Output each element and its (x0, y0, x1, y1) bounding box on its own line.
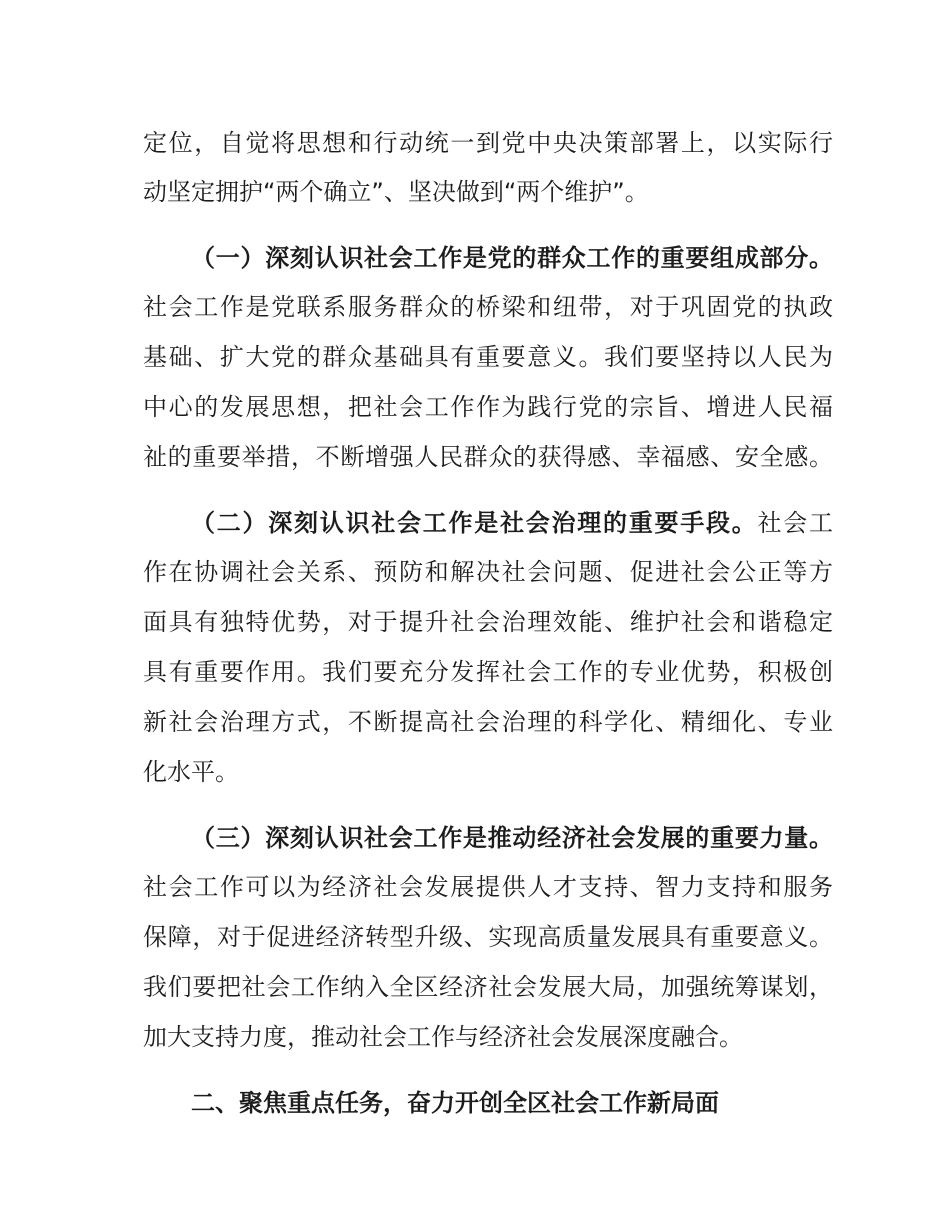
paragraph-line: 祉的重要举措，不断增强人民群众的获得感、幸福感、安全感。 (143, 443, 833, 471)
paragraph-line: 新社会治理方式，不断提高社会治理的科学化、精细化、专业 (143, 708, 833, 736)
paragraph-line: 基础、扩大党的群众基础具有重要意义。我们要坚持以人民为 (143, 343, 833, 371)
paragraph-line: 作在协调社会关系、预防和解决社会问题、促进社会公正等方 (143, 558, 833, 586)
paragraph-line: 我们要把社会工作纳入全区经济社会发展大局，加强统筹谋划， (143, 973, 833, 1001)
paragraph-line: 具有重要作用。我们要充分发挥社会工作的专业优势，积极创 (143, 658, 833, 686)
part-2-heading: 二、聚焦重点任务，奋力开创全区社会工作新局面 (191, 1089, 719, 1117)
paragraph-line: 社会工作是党联系服务群众的桥梁和纽带，对于巩固党的执政 (143, 293, 833, 321)
section-heading-1: （一）深刻认识社会工作是党的群众工作的重要组成部分。 (191, 244, 833, 272)
section-heading-2: （二）深刻认识社会工作是社会治理的重要手段。 (191, 509, 758, 537)
paragraph-line: 动坚定拥护“两个确立”、坚决做到“两个维护”。 (143, 178, 649, 206)
section-2-lead-text: 社会工 (757, 509, 833, 537)
paragraph-line: 社会工作可以为经济社会发展提供人才支持、智力支持和服务 (143, 873, 833, 901)
section-heading-3: （三）深刻认识社会工作是推动经济社会发展的重要力量。 (191, 824, 833, 852)
paragraph-line: 保障，对于促进经济转型升级、实现高质量发展具有重要意义。 (143, 923, 833, 951)
paragraph-line: 定位，自觉将思想和行动统一到党中央决策部署上，以实际行 (143, 129, 833, 157)
section-2-first-line (191, 501, 833, 545)
paragraph-line: 加大支持力度，推动社会工作与经济社会发展深度融合。 (143, 1023, 743, 1051)
paragraph-line: 化水平。 (143, 758, 239, 786)
paragraph-line: 中心的发展思想，把社会工作作为践行党的宗旨、增进人民福 (143, 393, 833, 421)
paragraph-line: 面具有独特优势，对于提升社会治理效能、维护社会和谐稳定 (143, 608, 833, 636)
